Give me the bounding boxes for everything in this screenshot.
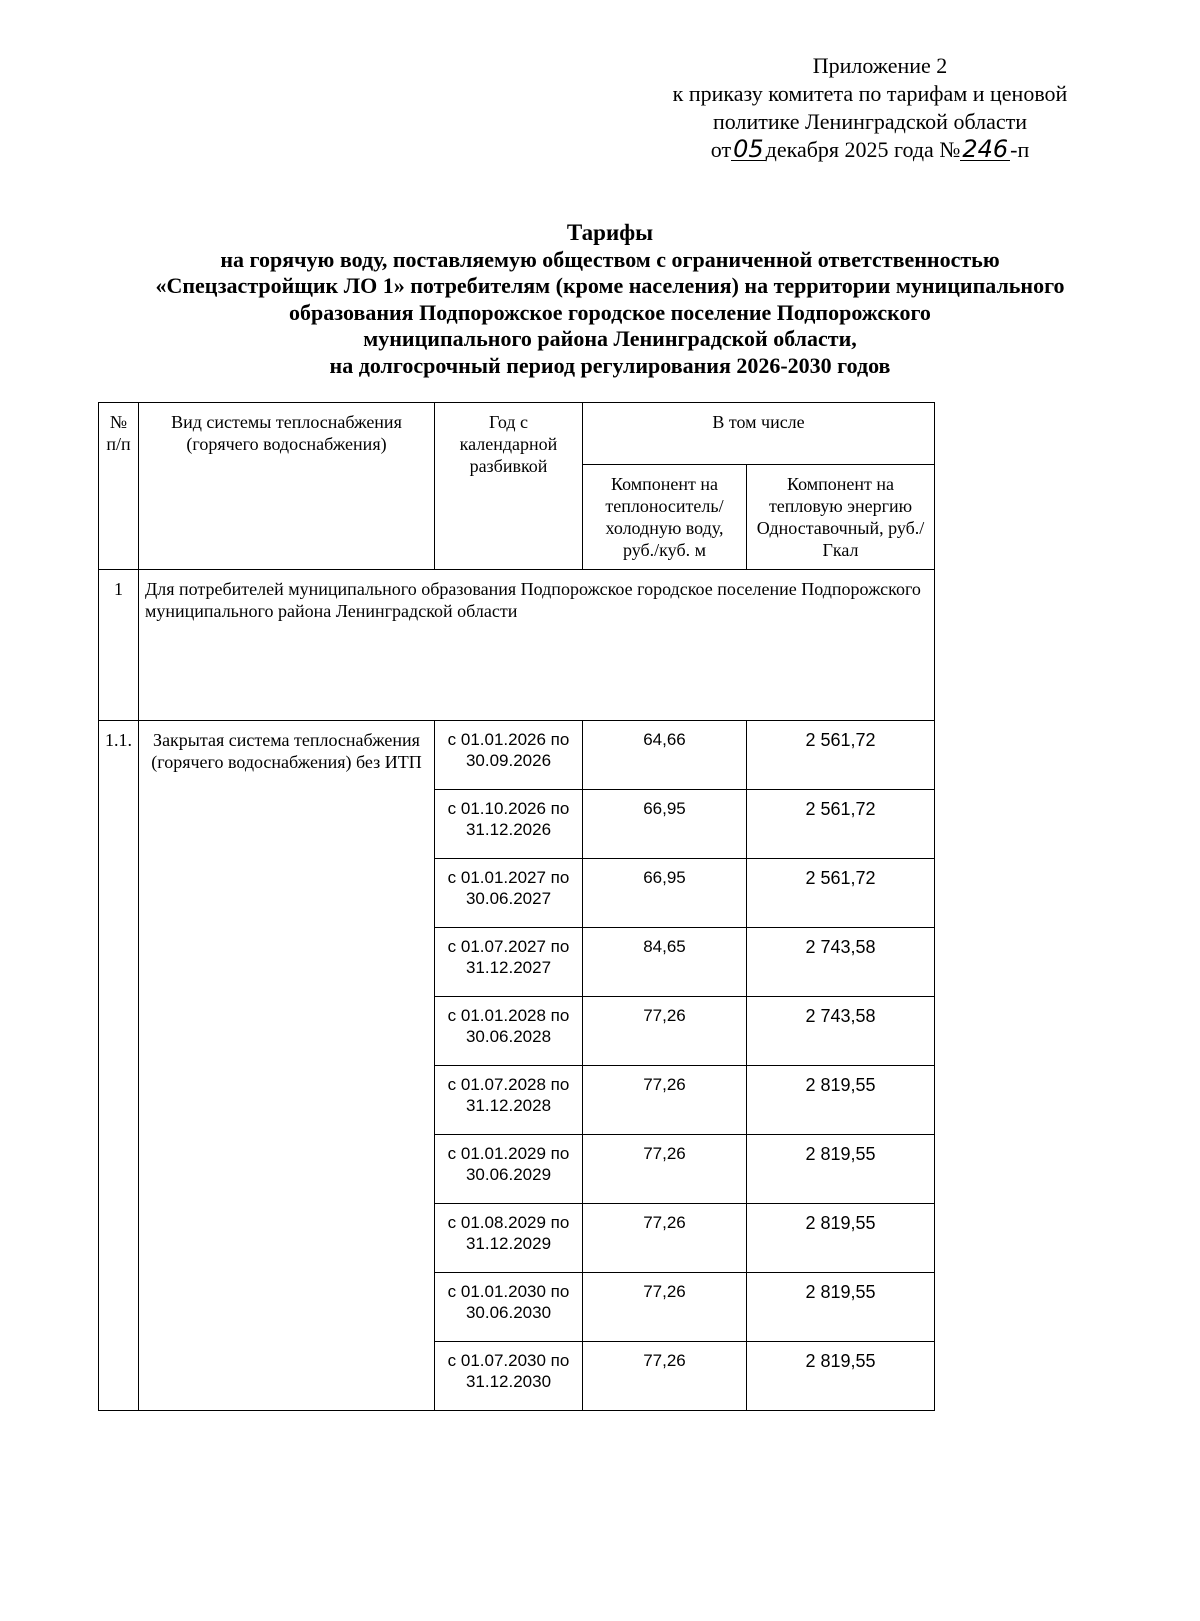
table-row [99,721,935,790]
document-title [90,220,1130,379]
appendix-committee-line: политике Ленинградской области [712,109,1027,134]
title-line-2: «Спецзастройщик ЛО 1» потребителям (кроме населения) на территории муниципального [155,273,1065,298]
header-year: Год с календарной разбивкой [435,403,583,570]
energy-component-cell: 2 819,55 [747,1204,935,1273]
group-description: Для потребителей муниципального образования Подпорожское городское поселение Подпорожского муниципального района Ленинградской области [139,570,935,721]
date-text: декабря 2025 года № [765,137,961,162]
handwritten-order-number: 246 [962,135,1009,163]
water-component-cell: 77,26 [583,997,747,1066]
period-cell: с 01.01.2029 по 30.06.2029 [435,1135,583,1204]
header-component-water: Компонент на теплоноситель/холодную воду, руб./куб. м [583,465,747,570]
subgroup-num: 1.1. [99,721,139,1411]
appendix-date-line [600,136,1140,164]
appendix-order-line: к приказу комитета по тарифам и ценовой [672,81,1068,106]
energy-component-cell: 2 743,58 [747,997,935,1066]
title-line-3: образования Подпорожское городское поселение Подпорожского [289,299,931,325]
title-line-1: на горячую воду, поставляемую обществом с ограниченной ответственностью [220,246,1000,272]
period-cell: с 01.07.2027 по 31.12.2027 [435,928,583,997]
title-line-4: муниципального района Ленинградской области, [363,326,857,351]
subgroup-system: Закрытая система теплоснабжения (горячего водоснабжения) без ИТП [139,721,435,1411]
title-main: Тарифы [566,220,654,245]
water-component-cell: 66,95 [583,790,747,859]
period-cell: с 01.01.2030 по 30.06.2030 [435,1273,583,1342]
handwritten-day: 05 [733,135,764,163]
water-component-cell: 66,95 [583,859,747,928]
period-cell: с 01.07.2028 по 31.12.2028 [435,1066,583,1135]
appendix-header [600,52,1140,164]
water-component-cell: 77,26 [583,1135,747,1204]
energy-component-cell: 2 743,58 [747,928,935,997]
energy-component-cell: 2 819,55 [747,1342,935,1411]
water-component-cell: 84,65 [583,928,747,997]
period-cell: с 01.01.2028 по 30.06.2028 [435,997,583,1066]
water-component-cell: 77,26 [583,1273,747,1342]
period-cell: с 01.10.2026 по 31.12.2026 [435,790,583,859]
energy-component-cell: 2 561,72 [747,790,935,859]
period-cell: с 01.01.2026 по 30.09.2026 [435,721,583,790]
period-cell: с 01.01.2027 по 30.06.2027 [435,859,583,928]
water-component-cell: 77,26 [583,1066,747,1135]
energy-component-cell: 2 819,55 [747,1273,935,1342]
header-system: Вид системы теплоснабжения (горячего водоснабжения) [139,403,435,570]
order-suffix: -п [1010,137,1030,162]
energy-component-cell: 2 561,72 [747,859,935,928]
title-line-5: на долгосрочный период регулирования 2026-2030 годов [329,352,891,378]
energy-component-cell: 2 561,72 [747,721,935,790]
header-component-energy: Компонент на тепловую энергию Одноставочный, руб./Гкал [747,465,935,570]
period-cell: с 01.07.2030 по 31.12.2030 [435,1342,583,1411]
group-row [99,570,935,721]
header-including: В том числе [583,403,935,465]
water-component-cell: 64,66 [583,721,747,790]
tariff-table [98,402,935,1411]
appendix-title: Приложение 2 [812,53,948,78]
header-num: № п/п [99,403,139,570]
water-component-cell: 77,26 [583,1342,747,1411]
period-cell: с 01.08.2029 по 31.12.2029 [435,1204,583,1273]
date-prefix: от [710,137,732,162]
group-num: 1 [99,570,139,721]
energy-component-cell: 2 819,55 [747,1135,935,1204]
water-component-cell: 77,26 [583,1204,747,1273]
energy-component-cell: 2 819,55 [747,1066,935,1135]
